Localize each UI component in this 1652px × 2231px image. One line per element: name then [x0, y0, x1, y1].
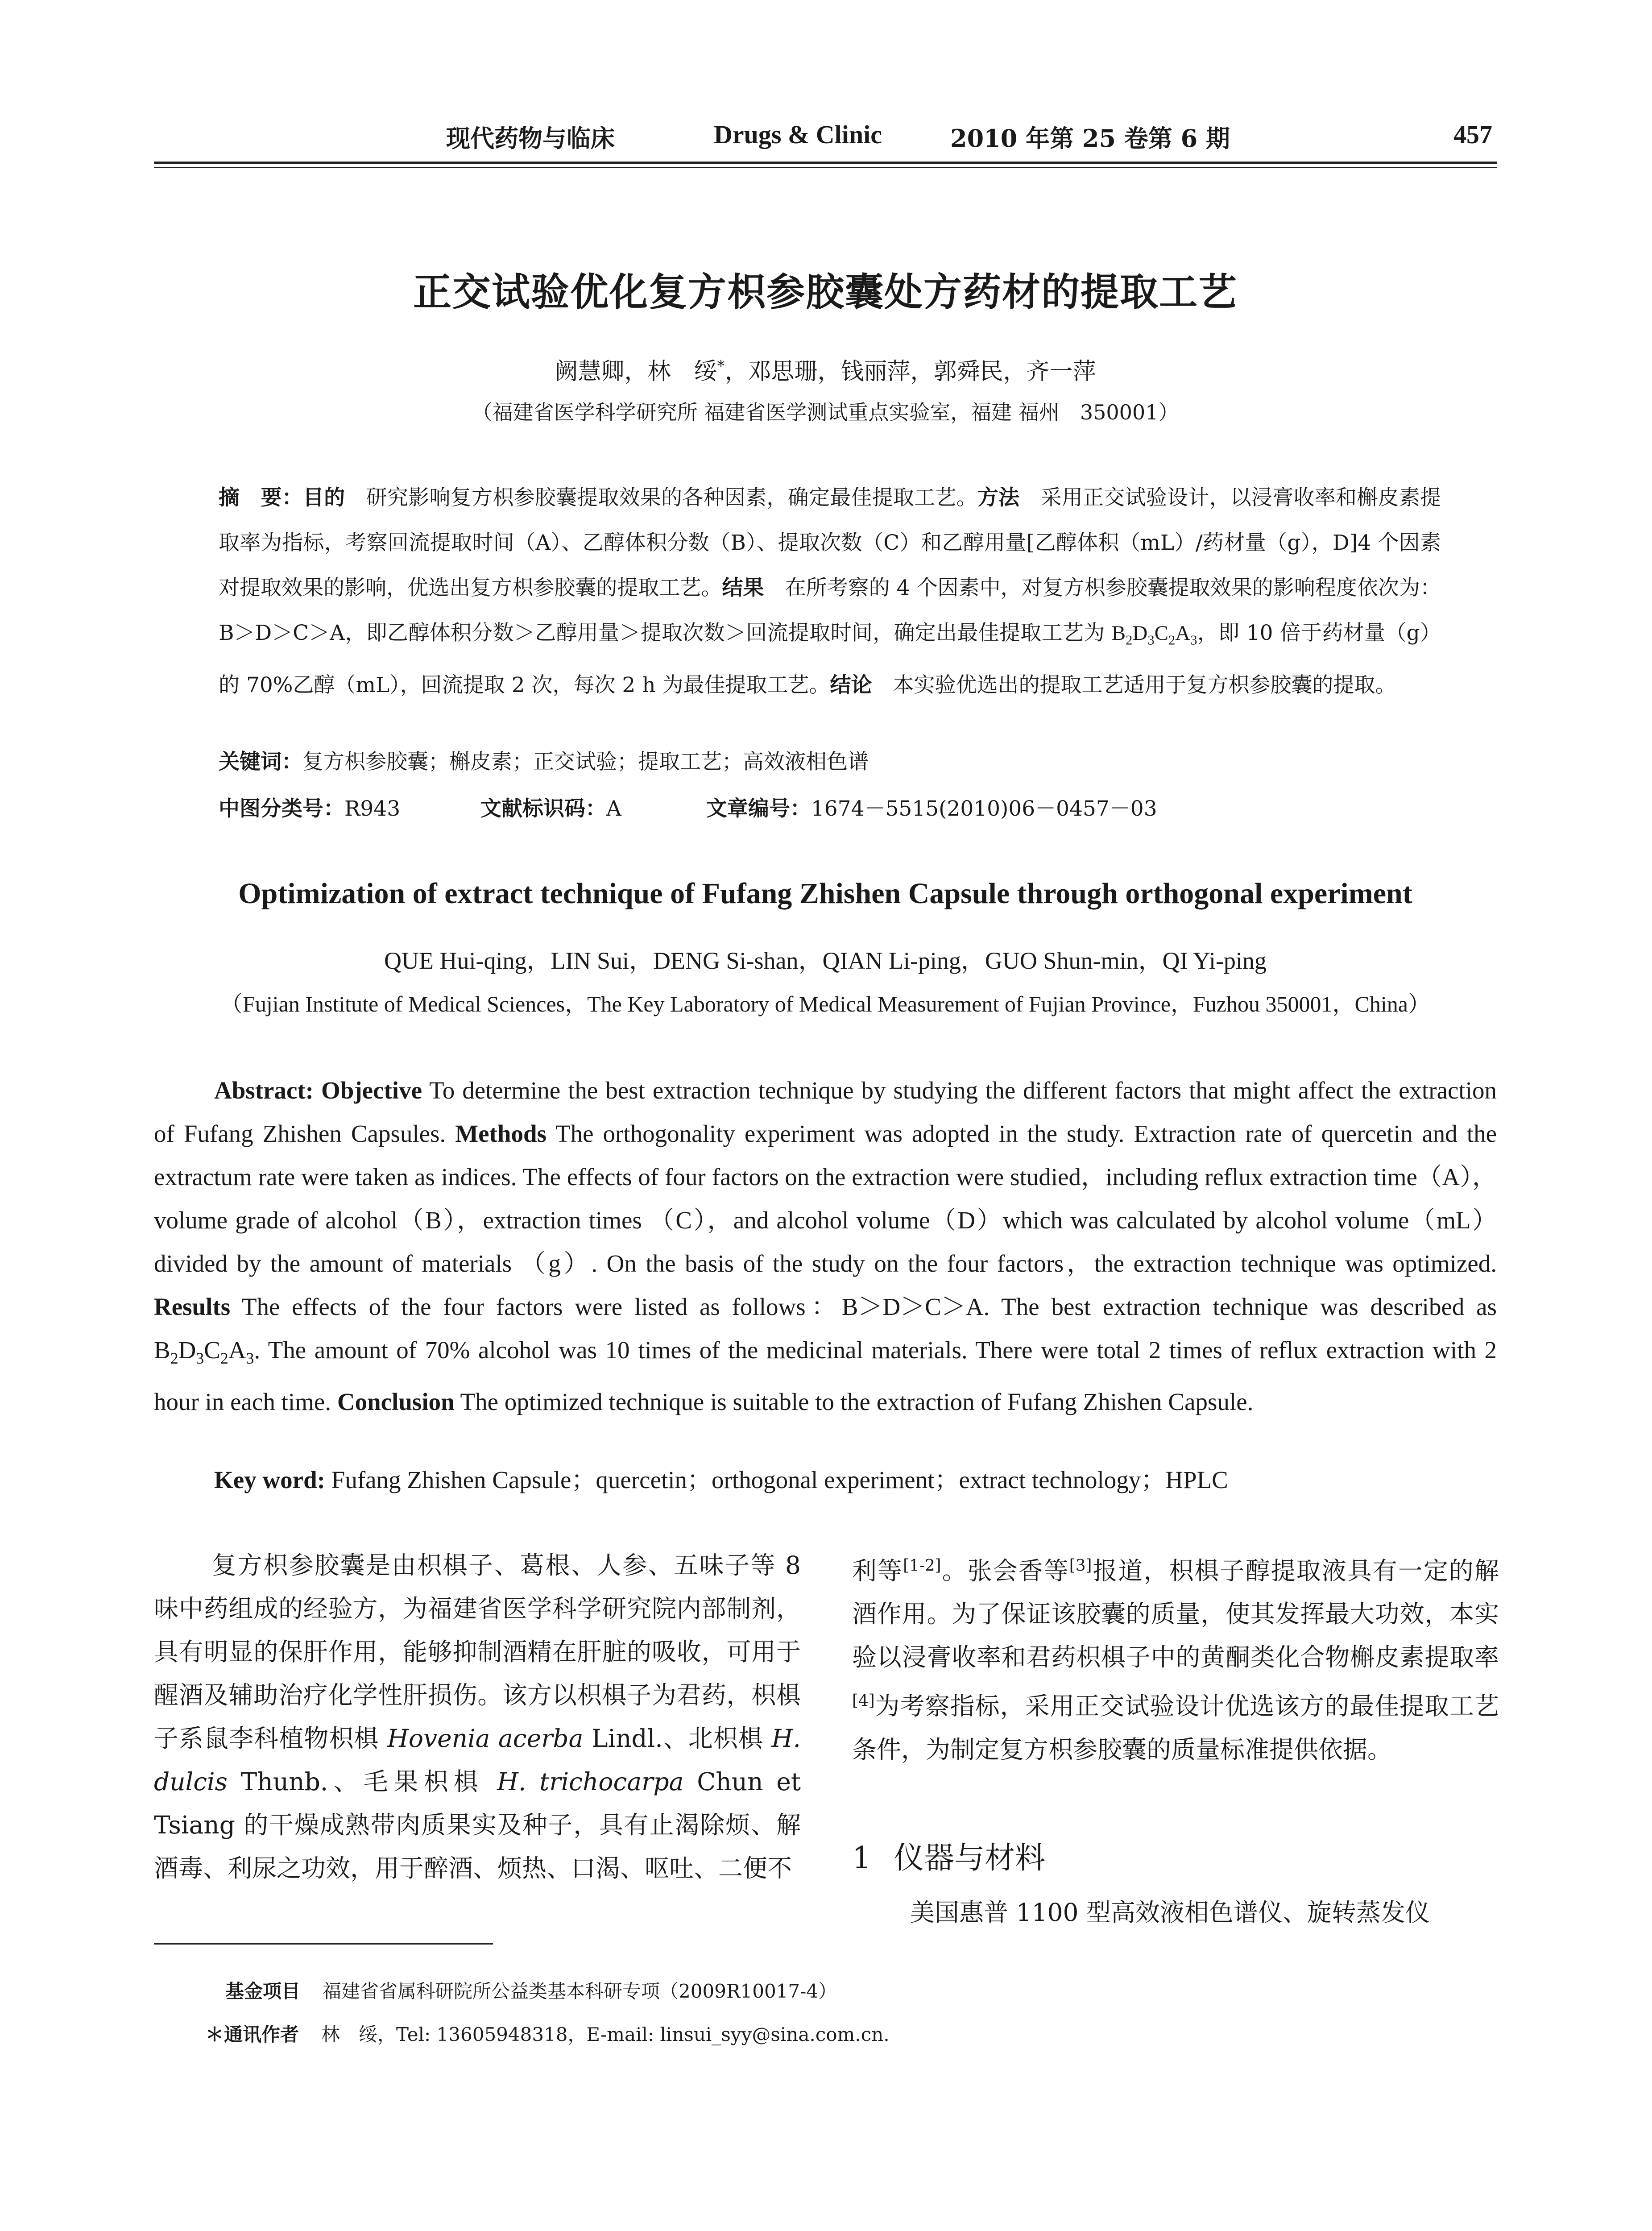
authors-en: QUE Hui-qing，LIN Sui，DENG Si-shan，QIAN Li-ping，GUO Shun-min，QI Yi-ping: [384, 947, 1267, 974]
keywords-cn: [219, 745, 1441, 775]
species-name: H. dulcis: [154, 1724, 801, 1796]
citation: [3]: [1069, 1556, 1092, 1575]
footnote-correspondence: ＊通讯作者 林 绥，Tel: 13605948318，E-mail: linsui_syy@sina.com.cn.: [205, 2024, 890, 2045]
funding-label: 基金项目: [225, 1980, 301, 2002]
keywords-en: Key word: Fufang Zhishen Capsule；quercetin；orthogonal experiment；extract technology；HPLC: [214, 1466, 1228, 1493]
results-label-en: Results: [154, 1293, 231, 1320]
title-cn: 正交试验优化复方枳参胶囊处方药材的提取工艺: [413, 270, 1238, 315]
objective-text-cn: 研究影响复方枳参胶囊提取效果的各种因素，确定最佳提取工艺。: [345, 485, 977, 510]
clc-number: R943: [344, 796, 401, 821]
header-page-number: 457: [1453, 120, 1492, 149]
formula-en: $B_2D_3C_2A_3$: [154, 1336, 254, 1367]
species-name: H. trichocarpa: [497, 1767, 684, 1796]
species-name: Hovenia acerba: [387, 1724, 584, 1753]
conclusion-text-cn: 本实验优选出的提取工艺适用于复方枳参胶囊的提取。: [872, 673, 1396, 698]
conclusion-label-en: Conclusion: [337, 1388, 455, 1415]
section-heading: [852, 1834, 1499, 1877]
methods-text-cn: 采用正交试验设计，以浸膏收率和槲皮素提取率为指标，考察回流提取时间（A）、乙醇体积分数（B）、提取次数（C）和乙醇用量[乙醇体积（mL）/药材量（g），D]4 个因素对提取效果的影响，优选出复方枳参胶囊的提取工艺。: [219, 485, 1441, 600]
citation: [4]: [852, 1692, 875, 1710]
body-column-left: 复方枳参胶囊是由枳椇子、葛根、人参、五味子等 8 味中药组成的经验方，为福建省医学科学研究院内部制剂，具有明显的保肝作用，能够抑制酒精在肝脏的吸收，可用于醒酒及辅助治疗化学性肝损伤。该方以枳椇子为君药，枳椇子系鼠李科植物枳椇 Hovenia acerba Lindl.、北枳椇 H. dulcis Thunb.、毛果枳椇 H. trichocarpa Chun et Tsiang 的干燥成熟带肉质果实及种子，具有止渴除烦、解酒毒、利尿之功效，用于醉酒、烦热、口渴、呕吐、二便不: [154, 1551, 801, 1883]
document-code: A: [606, 796, 621, 821]
classification-line: 中图分类号：R943 文献标识码：A 文章编号：1674－5515(2010)06－0457－03: [219, 796, 1157, 821]
title-en: Optimization of extract technique of Fufang Zhishen Capsule through orthogonal experiment: [238, 877, 1412, 910]
body-column-right: 利等[1-2]。张会香等[3]报道，枳椇子醇提取液具有一定的解酒作用。为了保证该胶囊的质量，使其发挥最大功效，本实验以浸膏收率和君药枳椇子中的黄酮类化合物槲皮素提取率[4]为考察指标，采用正交试验设计优选该方的最佳提取工艺条件，为制定复方枳参胶囊的质量标准提供依据。: [852, 1556, 1499, 1764]
section-number: 1: [852, 1841, 872, 1876]
affiliation-en: （Fujian Institute of Medical Sciences，The Key Laboratory of Medical Measurement of Fujian Province，Fuzhou 350001，China）: [220, 991, 1430, 1016]
affiliation-cn: （福建省医学科学研究所 福建省医学测试重点实验室，福建 福州 350001）: [472, 400, 1179, 424]
corresponding-mark: *: [717, 357, 725, 375]
keywords-label-cn: 关键词：: [219, 750, 302, 774]
results-label-cn: 结果: [722, 576, 764, 600]
body-column-right-continued: 美国惠普 1100 型高效液相色谱仪、旋转蒸发仪: [910, 1898, 1430, 1927]
citation: [1-2]: [903, 1556, 941, 1575]
header-journal-en: Drugs & Clinic: [714, 120, 882, 149]
keywords-text-cn: 复方枳参胶囊；槲皮素；正交试验；提取工艺；高效液相色谱: [302, 750, 869, 774]
header-issue: 2010 年第 25 卷第 6 期: [950, 124, 1230, 153]
methods-label-en: Methods: [455, 1120, 547, 1147]
article-number: 1674－5515(2010)06－0457－03: [811, 796, 1157, 821]
header-rule-thin: [154, 167, 1497, 168]
header-journal-cn: 现代药物与临床: [446, 124, 615, 153]
correspondence-label: ＊通讯作者: [205, 2024, 299, 2045]
objective-label-cn: 目的: [302, 485, 345, 510]
authors-cn: 阙慧卿，林 绥*，邓思珊，钱丽萍，郭舜民，齐一萍: [555, 357, 1096, 385]
keywords-label-en: Key word:: [214, 1466, 325, 1493]
header-rule: [154, 162, 1497, 164]
abstract-label-cn: 摘 要：: [219, 485, 303, 510]
section-title: 仪器与材料: [894, 1841, 1046, 1876]
results-text-cn: 在所考察的 4 个因素中，对复方枳参胶囊提取效果的影响程度依次为：B＞D＞C＞A，即乙醇体积分数＞乙醇用量＞提取次数＞回流提取时间，确定出最佳提取工艺为: [219, 576, 1441, 645]
abstract-label-en: Abstract: Objective: [214, 1077, 422, 1104]
conclusion-label-cn: 结论: [830, 673, 872, 698]
abstract-en: Abstract: Objective To determine the best extraction technique by studying the different factors that might affect the extraction of Fufang Zhishen Capsules. Methods The orthogonality experiment was adopted in the study. Extraction rate of quercetin and the extractum rate were taken as indices. The effects of four factors on the extraction were studied，including reflux extraction time（A），volume grade of alcohol（B），extraction times （C），and alcohol volume（D）which was calculated by alcohol volume（mL）divided by the amount of materials （g）. On the basis of the study on the four factors，the extraction technique was optimized. Results The effects of the four factors were listed as follows：B＞D＞C＞A. The best extraction technique was described as $B_2D_3C_2A_3$. The amount of 70% alcohol was 10 times of the medicinal materials. There were total 2 times of reflux extraction with 2 hour in each time. Conclusion The optimized technique is suitable to the extraction of Fufang Zhishen Capsule.: [154, 1077, 1497, 1415]
methods-label-cn: 方法: [977, 485, 1020, 510]
results-text-cn-2: ，即 10 倍于药材量（g）的 70%乙醇（mL），回流提取 2 次，每次 2 h 为最佳提取工艺。: [219, 621, 1441, 698]
footnote-funding: 基金项目 福建省省属科研院所公益类基本科研专项（2009R10017-4）: [225, 1980, 837, 2002]
footnote-rule: [154, 1943, 493, 1945]
abstract-cn: [219, 475, 1441, 708]
formula-cn: $B_2D_3C_2A_3$: [1111, 622, 1197, 648]
